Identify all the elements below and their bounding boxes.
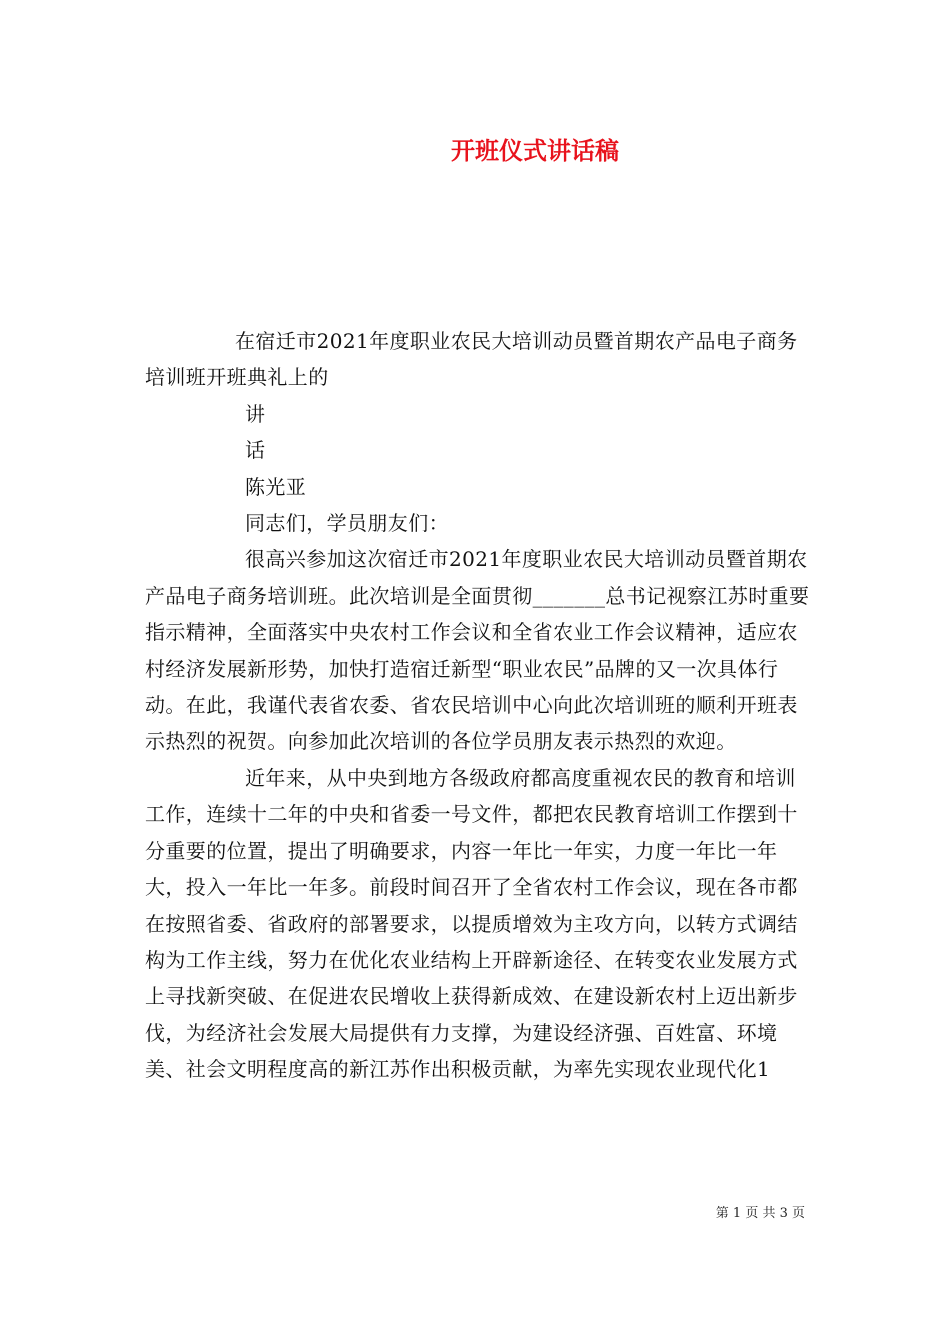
paragraph: 近年来，从中央到地方各级政府都高度重视农民的教育和培训工作，连续十二年的中央和省委一号文件，都把农民教育培训工作摆到十分重要的位置，提出了明确要求，内容一年比一年实，力度一年比一年大，投入一年比一年多。前段时间召开了全省农村工作会议，现在各市都在按照省委、省政府的部署要求，以提质增效为主攻方向，以转方式调结构为工作主线，努力在优化农业结构上开辟新途径、在转变农业发展方式上寻找新突破、在促进农民增收上获得新成效、在建设新农村上迈出新步伐，为经济社会发展大局提供有力支撑，为建设经济强、百姓富、环境美、社会文明程度高的新江苏作出积极贡献，为率先实现农业现代化1 [145,765,798,1082]
paragraph: 很高兴参加这次宿迁市2021年度职业农民大培训动员暨首期农产品电子商务培训班。此次培训是全面贯彻_______总书记视察江苏时重要指示精神，全面落实中央农村工作会议和全省农业工作会议精神，适应农村经济发展新形势，加快打造宿迁新型“职业农民”品牌的又一次具体行动。在此，我谨代表省农委、省农民培训中心向此次培训班的顺利开班表示热烈的祝贺。向参加此次培训的各位学员朋友表示热烈的欢迎。 [145,547,810,754]
document-body [145,323,810,1088]
heading-line: 在宿迁市2021年度职业农民大培训动员暨首期农产品电子商务培训班开班典礼上的 [145,329,798,390]
salutation: 同志们，学员朋友们： [245,511,449,536]
heading-char-1: 讲 [245,401,266,426]
heading-char-2: 话 [245,438,266,463]
document-title: 开班仪式讲话稿 [451,137,619,165]
author-name: 陈光亚 [245,474,307,499]
page-number-footer: 第 1 页 共 3 页 [715,1206,805,1221]
